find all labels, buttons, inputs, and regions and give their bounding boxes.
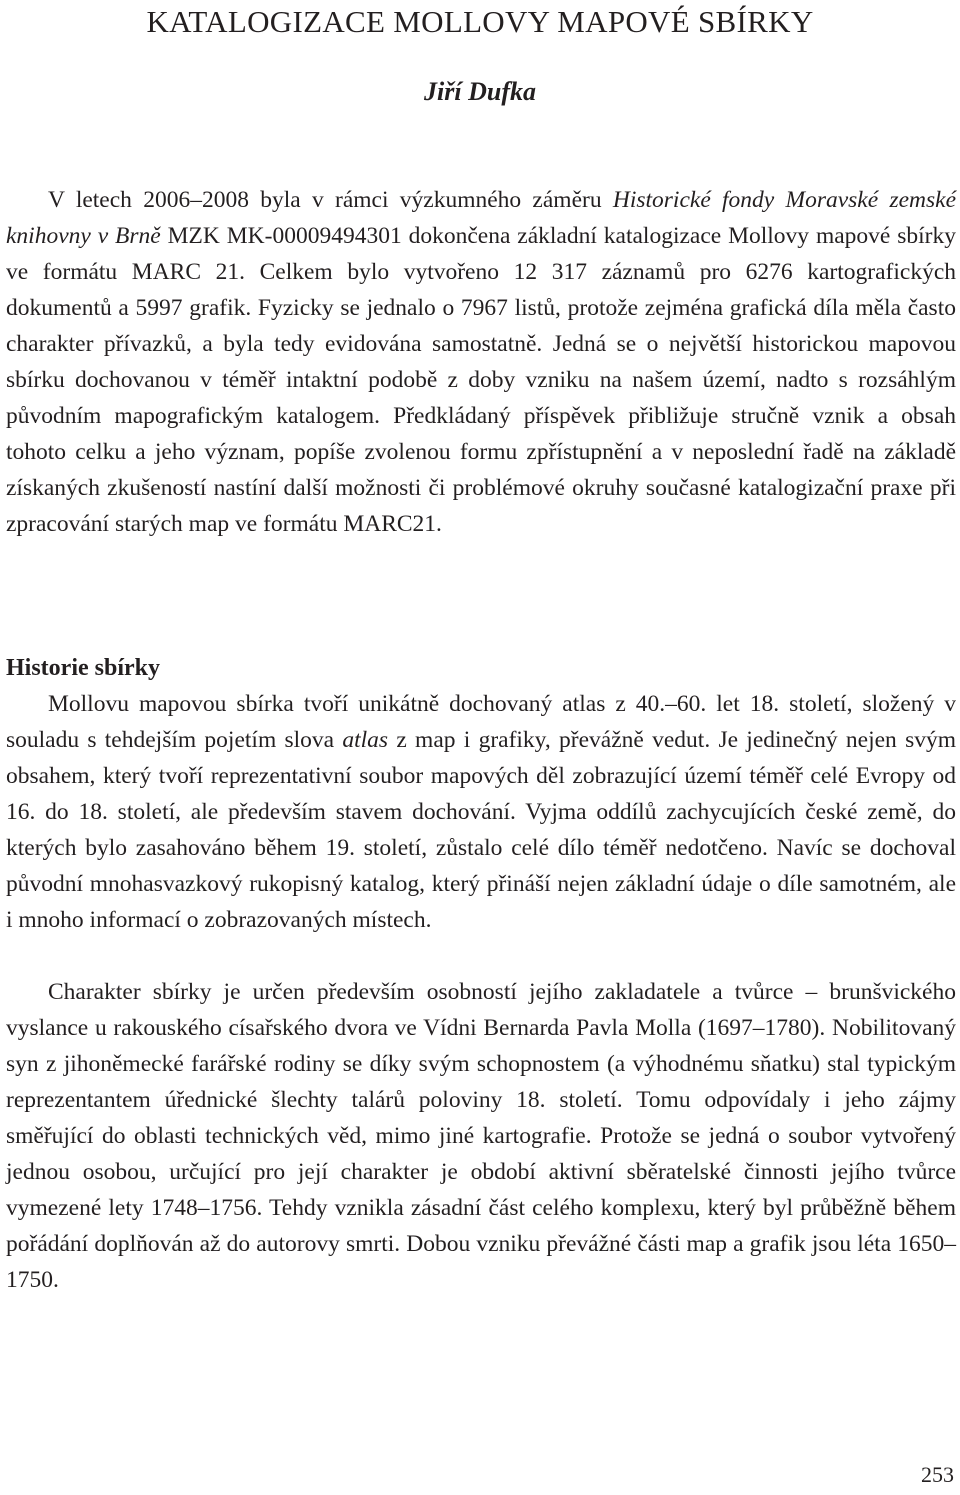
page-number: 253 — [921, 1462, 954, 1487]
history-paragraph-1 — [6, 686, 956, 938]
article-author: Jiří Dufka — [424, 77, 536, 106]
intro-text-part-1: V letech 2006–2008 byla v rámci výzkumného záměru — [48, 187, 613, 213]
history-text-part-1: Mollovu mapovou sbírka tvoří unikátně dochovaný atlas z 40.–60. let 18. století, složený v souladu s tehdejším pojetím slova — [6, 691, 956, 753]
intro-paragraph — [6, 182, 956, 542]
article-title: KATALOGIZACE MOLLOVY MAPOVÉ SBÍRKY — [146, 4, 814, 39]
history-text-part-2: z map i grafiky, převážně vedut. Je jedinečný nejen svým obsahem, který tvoří reprezentativní soubor mapových děl zobrazující území téměř celé Evropy od 16. do 18. století, ale především stavem dochování. Vyjma oddílů zachycujících české země, do kterých bylo zasahováno během 19. století, zůstalo celé dílo téměř nedotčeno. Navíc se dochoval původní mnohasvazkový rukopisný katalog, který přináší nejen základní údaje o díle samotném, ale i mnoho informací o zobrazovaných místech. — [6, 727, 956, 933]
section-heading: Historie sbírky — [6, 655, 160, 681]
intro-text-part-2: MZK MK-00009494301 dokončena základní katalogizace Mollovy mapové sbírky ve formátu MARC 21. Celkem bylo vytvořeno 12 317 záznamů pro 6276 kartografických dokumentů a 5997 grafik. Fyzicky se jednalo o 7967 listů, protože zejména grafická díla měla často charakter přívazků, a byla tedy evidována samostatně. Jedná se o největší historickou mapovou sbírku dochovanou v téměř intaktní podobě z doby vzniku na našem území, nadto s rozsáhlým původním mapografickým katalogem. Předkládaný příspěvek přibližuje stručně vznik a obsah tohoto celku a jeho význam, popíše zvolenou formu zpřístupnění a v neposlední řadě na základě získaných zkušeností nastíní další možnosti či problémové okruhy současné katalogizační praxe při zpracování starých map ve formátu MARC21. — [6, 223, 956, 537]
history-italic-term: atlas — [342, 727, 389, 753]
intro-italic-title: Historické fondy Moravské zemské knihovny v Brně — [6, 187, 956, 249]
history-paragraph-2: Charakter sbírky je určen především osobností jejího zakladatele a tvůrce – brunšvického vyslance u rakouského císařského dvora ve Vídni Bernarda Pavla Molla (1697–1780). Nobilitovaný syn z jihoněmecké farářské rodiny se díky svým schopnostem (a výhodnému sňatku) stal typickým reprezentantem úřednické šlechty talárů poloviny 18. století. Tomu odpovídaly i jeho zájmy směřující do oblasti technických věd, mimo jiné kartografie. Protože se jedná o soubor vytvořený jednou osobou, určující pro její charakter je období aktivní sběratelské činnosti jejího tvůrce vymezené lety 1748–1756. Tehdy vznikla zásadní část celého komplexu, který byl průběžně během pořádání doplňován až do autorovy smrti. Dobou vzniku převážné části map a grafik jsou léta 1650–1750. — [6, 979, 956, 1293]
